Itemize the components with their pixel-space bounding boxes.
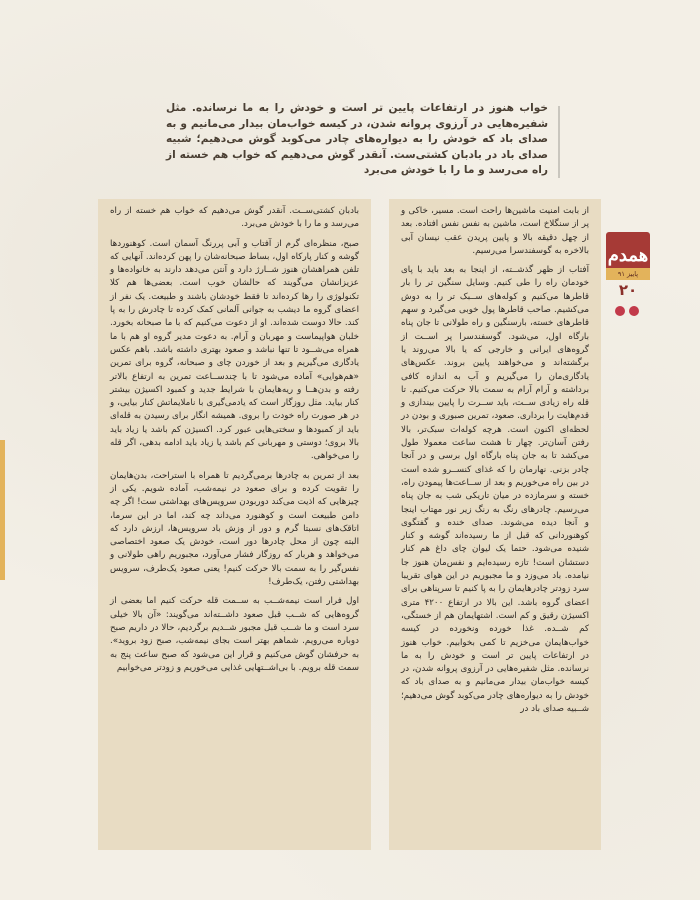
heart-icon <box>612 306 642 322</box>
pull-quote-divider <box>558 106 560 178</box>
page-number: ۲۰ <box>618 281 638 299</box>
article-column-left <box>98 199 371 850</box>
article-column-right <box>389 199 601 850</box>
paragraph: صبح، منظره‌ای گرم از آفتاب و آبی پررنگ آسمان است. کوهنوردها گوشه و کنار پارکاه اول، بساط صبحانه‌شان را پهن کرده‌اند. آنهایی که تلفن همراهشان هنوز شــارژ دارد و آنتن می‌دهد دارند به خانواده‌ها و عزیزانشان می‌گویند که حالشان خوب است. بعضی‌ها هم کلا تکنولوژی را رها کرده‌اند تا فقط خودشان باشند و طبیعت. یک نفر از اعضای گروه ما دیشب به جوانی آلمانی کمک کرده تا چادرش را به پا کند. حالا دوست شده‌اند. او از دعوت می‌کنیم که با ما صبحانه بخورد. خلبان هواپیماست و مهربان و آرام. به دعوت مدیر گروه او هم با ما همراه می‌شــود تا تنها نباشد و صعود بهتری داشته باشد. باهم عکس یادگاری می‌گیریم و بعد از خوردن چای و صبحانه، گروه برای تمرین «هم‌هوایی» آماده می‌شود تا با چندســاعت تمرین به ارتفاع بالاتر رفته و بدن‌هــا و ریه‌هایمان با شرایط جدید و کمبود اکسیژن بیشتر کنار بیاید. مثل روزگار است که یادمی‌گیری با ناملایماتش کنار بیایی، و در هر صورت راه خودت را بروی. همیشه انگار برای رسیدن به قله‌ای باید از کمبودها و سختی‌هایی عبور کرد. اکسیژن کم باشد یا زیاد باید بالا بروی؛ دوستی و مهربانی کم باشد یا زیاد باید ادامه بدهی، اگر قله را می‌خواهی. <box>110 238 359 462</box>
paragraph: آفتاب از ظهر گذشــته، از اینجا به بعد باید با پای خودمان راه را طی کنیم. وسایل سنگین تر را بار قاطرها می‌کنیم و کوله‌های ســبک تر را به دوش می‌کشیم. صاحب قاطرها پول خوبی می‌گیرد و سهم قاطرهای خسته، بارسنگین و راه طولانی تا جان پناه بارگاه اول، می‌شود. گوسفندسرا پر اســت از گروه‌های ایرانی و خارجی که یا بالا می‌روند یا برگشته‌اند و می‌خواهند پایین بروند. عکس‌های یادگاری‌مان را می‌گیریم و آب به اندازه کافی برداشته و آرام آرام به سمت بالا حرکت می‌کنیم. تا قله راه زیادی ســت، باید ســرت را پایین بیندازی و قدم‌هایت را برداری. صعود، تمرین صبوری و بودن در لحظه‌ای اکنون است. هرچه کوله‌ات سبک‌تر، بالا رفتن آسان‌تر. چهار تا هشت ساعت معمولا طول می‌کشد تا به جان پناه بارگاه اول برسی و در آنجا چادر بزنی. نهارمان را که غذای کنســرو شده است در بین راه می‌خوریم و بعد از ســاعت‌ها پیمودن راه، خسته و سرمازده در میان تاریکی شب به جان پناه می‌رسیم. چادرهای رنگ به رنگ زیر نور مهتاب اینجا و آنجا دیده می‌شوند. صدای خنده و گفتگوی کوهنوردانی که قبل از ما رسیده‌اند گوشه و کنار شنیده می‌شود. حتما یک لیوان چای داغ هم کنار دستشان است! تازه رسیده‌ایم و نفس‌مان هنوز جا نیامده. باد می‌وزد و ما مجبوریم در این هوای تقریبا سرد زودتر چادرهایمان را به پا کنیم تا سرپناهی برای اعضای گروه باشد. این بالا در ارتفاع ۴۲۰۰ متری اکسیژن رقیق و کم است. اشتهایمان هم از خستگی، کم شــده. غذا خورده ونخورده در کیسه خواب‌هایمان می‌خزیم تا کمی بخوابیم. خواب هنوز در ارتفاعات پایین تر است و خودش را به ما نرسانده. مثل شفیره‌هایی در آرزوی پروانه شدن، در کیسه خواب‌مان بیدار می‌مانیم و به صدای باد که خودش را به دیواره‌های چادر می‌کوبد گوش می‌دهیم؛ شــبیه صدای باد در <box>401 265 589 714</box>
paragraph: از بابت امنیت ماشین‌ها راحت است. مسیر، خاکی و پر از سنگلاخ است، ماشین به نفس نفس افتاده. بعد از چهل دقیقه بالا و پایین پریدن عقب نیسان آبی بالاخره به گوسفندسرا می‌رسیم. <box>401 206 589 256</box>
paragraph: بادبان کشتی‌ســت. آنقدر گوش می‌دهیم که خواب هم خسته از راه می‌رسد و ما را با خودش می‌برد. <box>110 206 359 230</box>
left-accent-strip <box>0 440 5 580</box>
paragraph: بعد از تمرین به چادرها برمی‌گردیم تا همراه با استراحت، بدن‌هایمان را تقویت کرده و برای صعود در نیمه‌شب، آماده شویم. یکی از چیزهایی که اذیت می‌کند دوربودن سرویس‌های بهداشتی ست! اگر چه دامن طبیعت است و کوهنورد می‌داند چه کند، اما در این سرما، اتاقک‌های نسبتا گرم و دور از وزش باد سرویس‌ها، ارزش دارد که البته چون از محل چادرها دور است، خودش یک صعود اختصاصی می‌خواهد و هربار که روزگار فشار می‌آورد، مجبوریم راهی طولانی و نفس‌گیر را به سمت بالا حرکت کنیم! یعنی صعود یک‌طرف، سرویس بهداشتی رفتن، یک‌طرف! <box>110 470 359 588</box>
issue-badge: پاییز ۹۱ <box>606 268 650 280</box>
paragraph: اول فرار است نیمه‌شــب به ســمت قله حرکت کنیم اما بعضی از گروه‌هایی که شــب قبل صعود داشــته‌اند می‌گویند: «آن بالا خیلی سرد است و ما شــب قبل مجبور شــدیم برگردیم، حالا در داریم صبح دوباره می‌رویم. شماهم بهتر است بجای نیمه‌شب، صبح زود بروید». به حرفشان گوش می‌کنیم و قرار این می‌شود که صبح ساعت پنج به سمت قله برویم. با بی‌اشــتهایی غذایی می‌خوریم و زودتر می‌خوابیم <box>110 596 359 673</box>
magazine-logo: همدم <box>606 232 650 280</box>
pull-quote: خواب هنوز در ارتفاعات پایین تر است و خودش را به ما نرسانده. مثل شفیره‌هایی در آرزوی پروانه شدن، در کیسه خواب‌مان بیدار می‌مانیم و به صدای باد که خودش را به دیواره‌های چادر می‌کوبد گوش می‌دهیم؛ شبیه صدای باد در بادبان کشتی‌ست. آنقدر گوش می‌دهیم که خواب هم خسته از راه می‌رسد و ما را با خودش می‌برد <box>166 102 548 177</box>
